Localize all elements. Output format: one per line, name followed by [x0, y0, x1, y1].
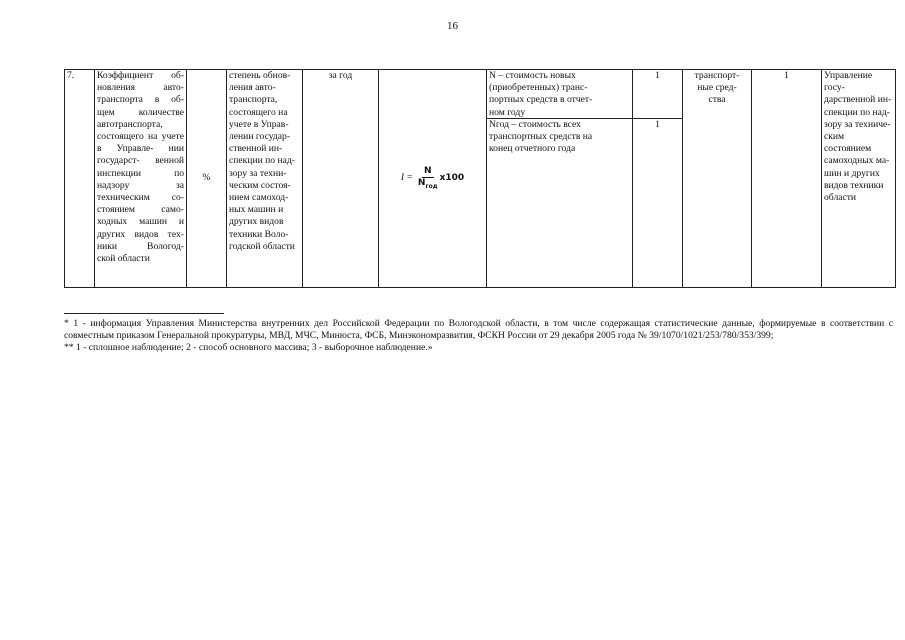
variables-description: N – стоимость новых (приобретенных) транс- портных средств в отчет- ном году Nгод – стоимость всех транспортных средств на конец отчетного года: [487, 70, 633, 288]
source-codes: 1 1: [633, 70, 683, 288]
row-number: 7.: [65, 70, 95, 288]
footnote-divider: [64, 313, 224, 314]
indicator-name: Коэффициент об- новления авто- транспорта в об- щем количестве автотранспорта, состоящего на учете в Управле- нии государст- венной инспекции по надзору за техническим со- стоянием само- ходных машин и других видов тех- ники Вологод- ской области: [95, 70, 187, 288]
unit-of-measure: %: [187, 70, 227, 288]
responsible-body: Управление госу- дарственной ин- спекции по над- зору за техниче- ским состоянием самоходных ма- шин и других видов техники области: [822, 70, 896, 288]
collection-method: 1: [752, 70, 822, 288]
footnotes: [64, 318, 893, 354]
formula-fraction: [418, 166, 438, 192]
footnote-1: * 1 - информация Управления Министерства внутренних дел Российской Федерации по Вологодской области, в том числе содержащая статистические данные, формируемые в соответствии с совместным приказом Генеральной прокуратуры, МВД, МЧС, Минюста, ФСБ, Минэкономразвития, ФСКН России от 29 декабря 2005 года № 39/1070/1021/253/780/353/399;: [64, 318, 893, 341]
formula: [379, 70, 487, 288]
page-number: 16: [447, 20, 458, 32]
table-row: [65, 70, 896, 288]
period: за год: [303, 70, 379, 288]
footnote-2: ** 1 - сплошное наблюдение; 2 - способ основного массива; 3 - выборочное наблюдение.»: [64, 342, 433, 353]
indicator-definition: степень обнов- ления авто- транспорта, состоящего на учете в Управ- лении государ- ственной ин- спекции по над- зору за техни- ческим состоя- нием самоход- ных машин и других видов техники Воло- годской области: [227, 70, 303, 288]
observation-object: транспорт- ные сред- ства: [683, 70, 752, 288]
indicator-table: [64, 69, 896, 288]
formula-denominator: $N_{год}$: [417, 177, 438, 190]
formula-lhs: I =: [400, 172, 413, 184]
formula-multiplier: x100: [439, 173, 465, 184]
formula-numerator: N: [423, 165, 432, 176]
